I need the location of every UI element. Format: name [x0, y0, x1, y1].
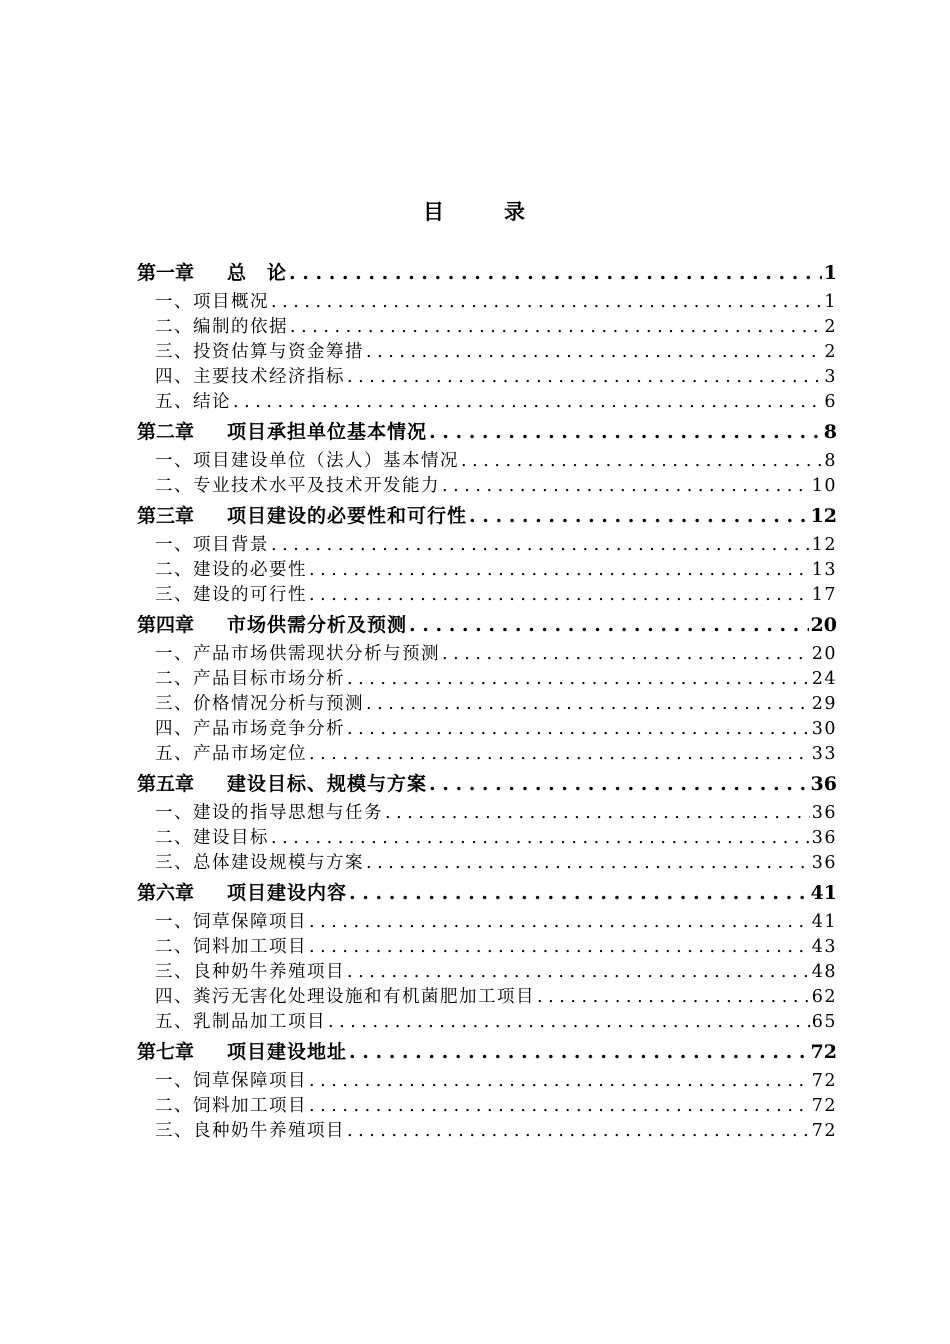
section-page-number: 1 [824, 292, 837, 312]
page-title [0, 196, 950, 226]
chapter-label [137, 876, 347, 910]
chapter-number: 第七章 [137, 1041, 195, 1063]
dot-leader [537, 985, 810, 1010]
chapter-title: 市场供需分析及预测 [227, 614, 408, 636]
section-page-number: 65 [811, 1012, 837, 1032]
section-page-number: 20 [811, 644, 837, 664]
section-title: 一、建设的指导思想与任务 [155, 803, 383, 823]
toc-section-entry[interactable] [137, 851, 837, 876]
toc-section-entry[interactable] [137, 1094, 837, 1119]
dot-leader [347, 365, 822, 390]
section-page-number: 3 [824, 367, 837, 387]
toc-section-entry[interactable] [137, 449, 837, 474]
dot-leader [347, 667, 810, 692]
section-title: 四、粪污无害化处理设施和有机菌肥加工项目 [155, 987, 535, 1007]
chapter-number: 第五章 [137, 773, 195, 795]
section-page-number: 72 [811, 1071, 837, 1091]
toc-chapter-entry[interactable] [137, 415, 837, 449]
section-page-number: 62 [811, 987, 837, 1007]
section-title: 二、专业技术水平及技术开发能力 [155, 476, 440, 496]
toc-section-entry[interactable] [137, 667, 837, 692]
section-title: 五、结论 [155, 392, 231, 412]
section-page-number: 13 [811, 560, 837, 580]
section-page-number: 12 [811, 535, 837, 555]
section-title: 二、建设的必要性 [155, 560, 307, 580]
dot-leader [309, 583, 810, 608]
toc-chapter-entry[interactable] [137, 767, 837, 801]
section-title: 三、价格情况分析与预测 [155, 694, 364, 714]
chapter-label [137, 499, 467, 533]
chapter-label [137, 256, 287, 290]
dot-leader [409, 608, 809, 642]
toc-section-entry[interactable] [137, 826, 837, 851]
section-page-number: 17 [811, 585, 837, 605]
chapter-page-number: 72 [810, 1041, 837, 1063]
section-title: 四、主要技术经济指标 [155, 367, 345, 387]
section-page-number: 6 [824, 392, 837, 412]
dot-leader [309, 910, 810, 935]
dot-leader [309, 742, 810, 767]
section-title: 一、饲草保障项目 [155, 912, 307, 932]
section-page-number: 36 [811, 853, 837, 873]
chapter-number: 第六章 [137, 882, 195, 904]
dot-leader [289, 256, 822, 290]
section-title: 一、产品市场供需现状分析与预测 [155, 644, 440, 664]
toc-chapter-entry[interactable] [137, 608, 837, 642]
dot-leader [271, 290, 822, 315]
dot-leader [442, 474, 810, 499]
dot-leader [233, 390, 822, 415]
section-title: 三、建设的可行性 [155, 585, 307, 605]
toc-section-entry[interactable] [137, 315, 837, 340]
chapter-title: 总 论 [227, 262, 288, 284]
dot-leader [461, 449, 822, 474]
chapter-label [137, 767, 427, 801]
section-title: 五、乳制品加工项目 [155, 1012, 326, 1032]
toc-section-entry[interactable] [137, 801, 837, 826]
chapter-number: 第二章 [137, 421, 195, 443]
section-page-number: 24 [811, 669, 837, 689]
dot-leader [347, 960, 810, 985]
chapter-page-number: 36 [810, 773, 837, 795]
toc-section-entry[interactable] [137, 742, 837, 767]
title-left-char: 目 [423, 199, 446, 224]
toc-chapter-entry[interactable] [137, 256, 837, 290]
chapter-number: 第一章 [137, 262, 195, 284]
section-title: 一、饲草保障项目 [155, 1071, 307, 1091]
dot-leader [366, 692, 810, 717]
section-title: 五、产品市场定位 [155, 744, 307, 764]
toc-section-entry[interactable] [137, 290, 837, 315]
toc-section-entry[interactable] [137, 935, 837, 960]
chapter-page-number: 20 [810, 614, 837, 636]
chapter-title: 项目建设的必要性和可行性 [227, 505, 468, 527]
section-page-number: 72 [811, 1121, 837, 1141]
toc-section-entry[interactable] [137, 365, 837, 390]
chapter-label [137, 1035, 347, 1069]
toc-section-entry[interactable] [137, 642, 837, 667]
dot-leader [385, 801, 810, 826]
dot-leader [271, 826, 810, 851]
table-of-contents [137, 256, 837, 1144]
chapter-page-number: 8 [823, 421, 837, 443]
dot-leader [349, 876, 809, 910]
toc-chapter-entry[interactable] [137, 499, 837, 533]
toc-section-entry[interactable] [137, 558, 837, 583]
section-page-number: 8 [824, 451, 837, 471]
toc-section-entry[interactable] [137, 583, 837, 608]
section-title: 二、饲料加工项目 [155, 937, 307, 957]
section-page-number: 48 [811, 962, 837, 982]
toc-section-entry[interactable] [137, 910, 837, 935]
dot-leader [290, 315, 822, 340]
section-title: 二、产品目标市场分析 [155, 669, 345, 689]
section-title: 三、投资估算与资金筹措 [155, 342, 364, 362]
chapter-title: 建设目标、规模与方案 [227, 773, 428, 795]
toc-section-entry[interactable] [137, 1010, 837, 1035]
dot-leader [349, 1035, 809, 1069]
dot-leader [309, 1094, 810, 1119]
chapter-title: 项目建设地址 [227, 1041, 348, 1063]
chapter-label [137, 608, 407, 642]
chapter-number: 第四章 [137, 614, 195, 636]
dot-leader [429, 767, 809, 801]
dot-leader [469, 499, 809, 533]
section-title: 三、良种奶牛养殖项目 [155, 962, 345, 982]
section-title: 二、建设目标 [155, 828, 269, 848]
section-page-number: 2 [824, 342, 837, 362]
dot-leader [347, 1119, 810, 1144]
dot-leader [309, 935, 810, 960]
section-page-number: 36 [811, 803, 837, 823]
chapter-title: 项目承担单位基本情况 [227, 421, 428, 443]
toc-section-entry[interactable] [137, 1069, 837, 1094]
section-title: 三、总体建设规模与方案 [155, 853, 364, 873]
section-page-number: 10 [811, 476, 837, 496]
section-page-number: 41 [811, 912, 837, 932]
dot-leader [442, 642, 810, 667]
dot-leader [271, 533, 810, 558]
chapter-page-number: 41 [810, 882, 837, 904]
chapter-page-number: 12 [810, 505, 837, 527]
toc-chapter-entry[interactable] [137, 1035, 837, 1069]
toc-section-entry[interactable] [137, 390, 837, 415]
dot-leader [309, 1069, 810, 1094]
section-title: 一、项目背景 [155, 535, 269, 555]
dot-leader [366, 851, 810, 876]
dot-leader [366, 340, 822, 365]
section-page-number: 29 [811, 694, 837, 714]
toc-section-entry[interactable] [137, 717, 837, 742]
toc-chapter-entry[interactable] [137, 876, 837, 910]
section-title: 二、编制的依据 [155, 317, 288, 337]
section-title: 二、饲料加工项目 [155, 1096, 307, 1116]
toc-section-entry[interactable] [137, 533, 837, 558]
section-title: 一、项目建设单位（法人）基本情况 [155, 451, 459, 471]
title-right-char: 录 [504, 199, 527, 224]
chapter-label [137, 415, 427, 449]
toc-section-entry[interactable] [137, 1119, 837, 1144]
chapter-number: 第三章 [137, 505, 195, 527]
chapter-title: 项目建设内容 [227, 882, 348, 904]
toc-section-entry[interactable] [137, 960, 837, 985]
toc-section-entry[interactable] [137, 985, 837, 1010]
dot-leader [309, 558, 810, 583]
section-page-number: 36 [811, 828, 837, 848]
dot-leader [347, 717, 810, 742]
toc-section-entry[interactable] [137, 340, 837, 365]
dot-leader [328, 1010, 810, 1035]
section-page-number: 72 [811, 1096, 837, 1116]
section-page-number: 43 [811, 937, 837, 957]
dot-leader [429, 415, 822, 449]
section-title: 四、产品市场竞争分析 [155, 719, 345, 739]
section-page-number: 2 [824, 317, 837, 337]
section-title: 三、良种奶牛养殖项目 [155, 1121, 345, 1141]
chapter-page-number: 1 [823, 262, 837, 284]
section-page-number: 30 [811, 719, 837, 739]
section-title: 一、项目概况 [155, 292, 269, 312]
toc-section-entry[interactable] [137, 692, 837, 717]
toc-section-entry[interactable] [137, 474, 837, 499]
section-page-number: 33 [811, 744, 837, 764]
